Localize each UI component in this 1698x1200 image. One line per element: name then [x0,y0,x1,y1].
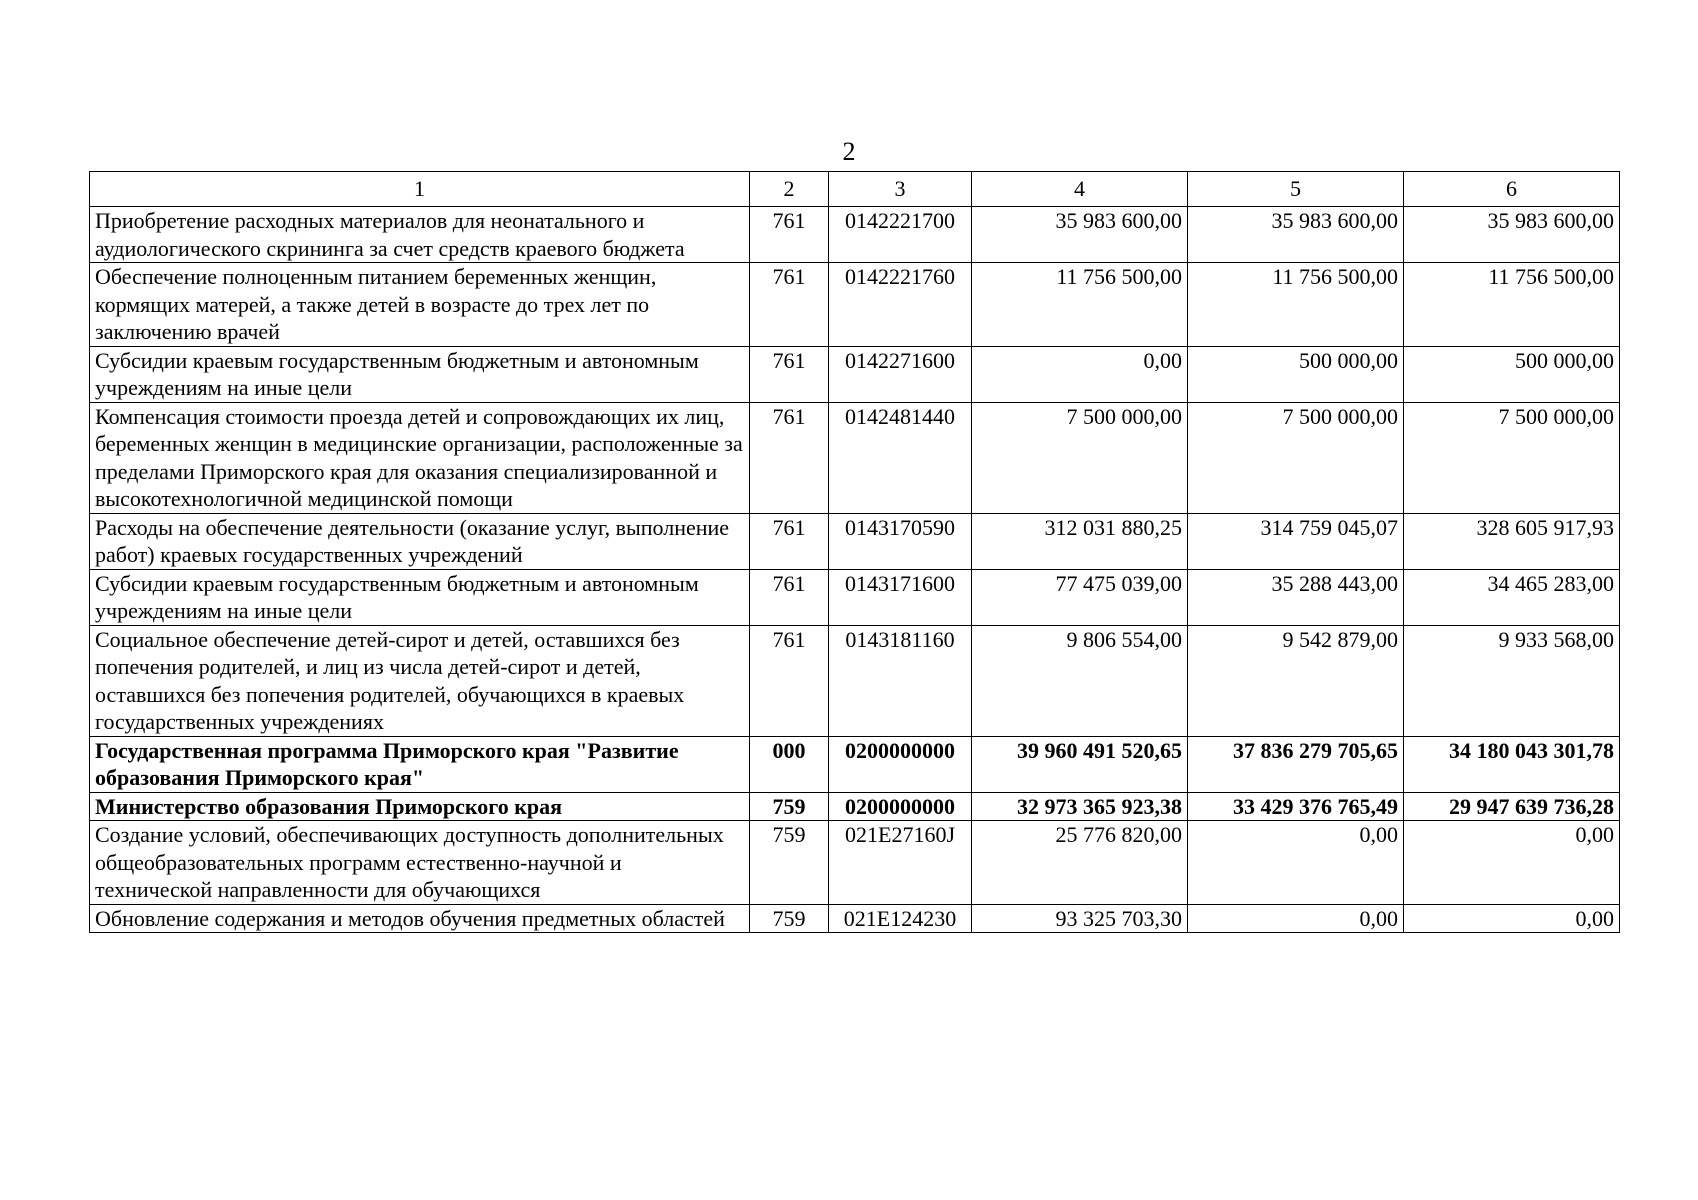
row-admin-code: 761 [750,207,829,263]
budget-table [89,171,1620,933]
row-budget-code: 0142271600 [829,346,972,402]
page-number: 2 [842,137,856,166]
row-budget-code: 0143181160 [829,625,972,736]
row-budget-code: 0142221760 [829,263,972,347]
row-budget-code: 0143171600 [829,569,972,625]
row-budget-code: 021E124230 [829,904,972,933]
row-admin-code: 761 [750,263,829,347]
row-amount-col5: 0,00 [1188,821,1404,905]
column-header-6: 6 [1404,172,1620,207]
table-row [90,904,1620,933]
row-amount-col5: 37 836 279 705,65 [1188,736,1404,792]
row-budget-code: 0142481440 [829,402,972,513]
row-amount-col4: 77 475 039,00 [972,569,1188,625]
row-amount-col4: 312 031 880,25 [972,513,1188,569]
row-description: Субсидии краевым государственным бюджетным и автономным учреждениям на иные цели [90,569,750,625]
row-budget-code: 021E27160J [829,821,972,905]
row-amount-col6: 34 465 283,00 [1404,569,1620,625]
row-admin-code: 761 [750,513,829,569]
row-amount-col6: 328 605 917,93 [1404,513,1620,569]
row-amount-col6: 7 500 000,00 [1404,402,1620,513]
row-description: Субсидии краевым государственным бюджетным и автономным учреждениям на иные цели [90,346,750,402]
table-row [90,625,1620,736]
row-admin-code: 759 [750,904,829,933]
column-header-1: 1 [90,172,750,207]
row-amount-col5: 33 429 376 765,49 [1188,792,1404,821]
row-amount-col6: 34 180 043 301,78 [1404,736,1620,792]
row-amount-col4: 35 983 600,00 [972,207,1188,263]
row-amount-col6: 9 933 568,00 [1404,625,1620,736]
row-amount-col4: 7 500 000,00 [972,402,1188,513]
row-admin-code: 761 [750,402,829,513]
row-description: Обновление содержания и методов обучения предметных областей [90,904,750,933]
row-admin-code: 759 [750,792,829,821]
row-amount-col5: 500 000,00 [1188,346,1404,402]
column-header-5: 5 [1188,172,1404,207]
row-description: Министерство образования Приморского края [90,792,750,821]
row-amount-col4: 93 325 703,30 [972,904,1188,933]
column-header-3: 3 [829,172,972,207]
row-amount-col4: 9 806 554,00 [972,625,1188,736]
row-amount-col6: 11 756 500,00 [1404,263,1620,347]
row-budget-code: 0200000000 [829,792,972,821]
row-admin-code: 761 [750,346,829,402]
row-amount-col4: 25 776 820,00 [972,821,1188,905]
row-amount-col5: 314 759 045,07 [1188,513,1404,569]
row-amount-col5: 7 500 000,00 [1188,402,1404,513]
row-budget-code: 0143170590 [829,513,972,569]
row-budget-code: 0200000000 [829,736,972,792]
row-amount-col5: 11 756 500,00 [1188,263,1404,347]
column-number-row [90,172,1620,207]
row-amount-col4: 32 973 365 923,38 [972,792,1188,821]
table-row-program-total [90,736,1620,792]
row-amount-col6: 29 947 639 736,28 [1404,792,1620,821]
row-admin-code: 761 [750,569,829,625]
row-admin-code: 000 [750,736,829,792]
row-description: Компенсация стоимости проезда детей и сопровождающих их лиц, беременных женщин в медицинские организации, расположенные за пределами Приморского края для оказания специализированной и высокотехнологичной медицинской помощи [90,402,750,513]
row-description: Расходы на обеспечение деятельности (оказание услуг, выполнение работ) краевых государственных учреждений [90,513,750,569]
table-row [90,402,1620,513]
row-admin-code: 761 [750,625,829,736]
row-amount-col5: 9 542 879,00 [1188,625,1404,736]
table-row [90,263,1620,347]
column-header-4: 4 [972,172,1188,207]
table-row [90,569,1620,625]
row-admin-code: 759 [750,821,829,905]
row-amount-col4: 11 756 500,00 [972,263,1188,347]
row-description: Приобретение расходных материалов для неонатального и аудиологического скрининга за счет средств краевого бюджета [90,207,750,263]
row-description: Государственная программа Приморского края "Развитие образования Приморского края" [90,736,750,792]
column-header-2: 2 [750,172,829,207]
row-description: Создание условий, обеспечивающих доступность дополнительных общеобразовательных программ естественно-научной и технической направленности для обучающихся [90,821,750,905]
row-description: Обеспечение полноценным питанием беременных женщин, кормящих матерей, а также детей в возрасте до трех лет по заключению врачей [90,263,750,347]
row-amount-col4: 0,00 [972,346,1188,402]
row-amount-col5: 0,00 [1188,904,1404,933]
table-row [90,346,1620,402]
row-amount-col4: 39 960 491 520,65 [972,736,1188,792]
table-row [90,821,1620,905]
row-amount-col6: 0,00 [1404,821,1620,905]
table-row [90,207,1620,263]
row-amount-col6: 35 983 600,00 [1404,207,1620,263]
table-row-ministry-total [90,792,1620,821]
row-amount-col5: 35 288 443,00 [1188,569,1404,625]
row-amount-col5: 35 983 600,00 [1188,207,1404,263]
row-amount-col6: 500 000,00 [1404,346,1620,402]
row-budget-code: 0142221700 [829,207,972,263]
table-row [90,513,1620,569]
row-description: Социальное обеспечение детей-сирот и детей, оставшихся без попечения родителей, и лиц из числа детей-сирот и детей, оставшихся без попечения родителей, обучающихся в краевых государственных учреждениях [90,625,750,736]
row-amount-col6: 0,00 [1404,904,1620,933]
